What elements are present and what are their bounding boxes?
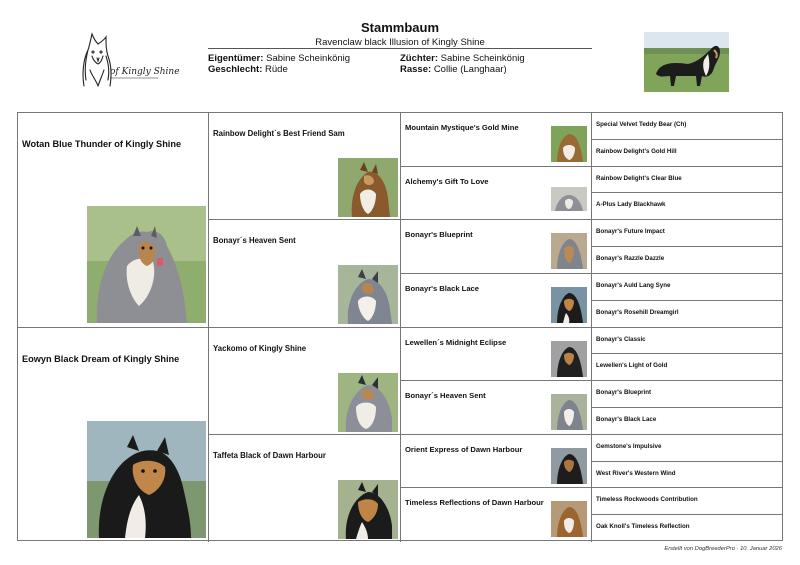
pedigree-ancestor-gen2 — [209, 113, 401, 220]
header-divider — [208, 48, 592, 49]
dog-photo — [551, 448, 587, 484]
dog-photo — [551, 287, 587, 323]
dog-photo — [87, 421, 206, 538]
ancestor-name: Bonayr's Black Lace — [405, 283, 479, 293]
ancestor-name: Bonayr's Classic — [596, 335, 646, 343]
pedigree-sire — [18, 113, 209, 328]
ancestor-name: Rainbow Delight`s Best Friend Sam — [213, 129, 345, 138]
ancestor-name: Rainbow Delight's Clear Blue — [596, 174, 682, 182]
pedigree-ancestor-gen2 — [209, 435, 401, 542]
ancestor-name: Lewellen´s Midnight Eclipse — [405, 337, 507, 347]
dog-photo — [551, 187, 587, 211]
sex-row — [208, 64, 288, 76]
pedigree-ancestor-gen4 — [592, 140, 782, 167]
ancestor-name: Bonayr's Blueprint — [596, 389, 652, 397]
pedigree-table — [17, 112, 783, 541]
dog-photo — [551, 341, 587, 377]
dog-photo — [87, 206, 206, 323]
dog-photo — [551, 126, 587, 162]
ancestor-name: Orient Express of Dawn Harbour — [405, 444, 523, 454]
breed-value: Collie (Langhaar) — [433, 64, 507, 75]
ancestor-name: Bonayr´s Heaven Sent — [213, 236, 296, 246]
ancestor-name: Yackomo of Kingly Shine — [213, 343, 307, 353]
pedigree-ancestor-gen4 — [592, 193, 782, 220]
pedigree-ancestor-gen4 — [592, 354, 782, 381]
pedigree-ancestor-gen4 — [592, 113, 782, 140]
ancestor-name: Special Velvet Teddy Bear (Ch) — [596, 121, 687, 128]
kennel-logo — [70, 30, 180, 92]
ancestor-name: Bonayr's Future Impact — [596, 228, 665, 236]
ancestor-name: Gemstone's Impulsive — [596, 442, 662, 450]
dog-photo — [338, 265, 398, 324]
pedigree-ancestor-gen3 — [401, 488, 592, 542]
sex-label: Geschlecht: — [208, 64, 263, 75]
dog-photo — [338, 480, 398, 539]
ancestor-name: Bonayr's Rosehill Dreamgirl — [596, 308, 679, 316]
pedigree-ancestor-gen4 — [592, 301, 782, 328]
breed-label: Rasse: — [400, 64, 432, 75]
ancestor-name: Bonayr's Black Lace — [596, 415, 657, 423]
ancestor-name: Timeless Reflections of Dawn Harbour — [405, 498, 544, 508]
ancestor-name: Bonayr´s Heaven Sent — [405, 391, 486, 401]
dog-photo-main — [644, 32, 729, 92]
dog-name-subtitle: Ravenclaw black Illusion of Kingly Shine — [315, 37, 485, 48]
ancestor-name: Bonayr's Blueprint — [405, 230, 473, 240]
dog-photo — [551, 394, 587, 430]
ancestor-name: Mountain Mystique's Gold Mine — [405, 123, 519, 132]
pedigree-ancestor-gen4 — [592, 220, 782, 247]
ancestor-name: Rainbow Delight's Gold Hill — [596, 147, 677, 155]
ancestor-name: Bonayr's Auld Lang Syne — [596, 281, 671, 289]
pedigree-ancestor-gen4 — [592, 167, 782, 194]
page-title: Stammbaum — [360, 20, 440, 35]
pedigree-ancestor-gen4 — [592, 408, 782, 435]
ancestor-name: Lewellen's Light of Gold — [596, 362, 668, 370]
pedigree-ancestor-gen3 — [401, 328, 592, 382]
dog-photo — [551, 501, 587, 537]
pedigree-ancestor-gen4 — [592, 274, 782, 301]
pedigree-ancestor-gen3 — [401, 435, 592, 489]
pedigree-ancestor-gen3 — [401, 274, 592, 328]
pedigree-ancestor-gen3 — [401, 220, 592, 274]
ancestor-name: Eowyn Black Dream of Kingly Shine — [22, 353, 180, 364]
breeder-label: Züchter: — [400, 53, 438, 64]
pedigree-dam — [18, 328, 209, 543]
pedigree-ancestor-gen2 — [209, 328, 401, 435]
ancestor-name: Timeless Rockwoods Contribution — [596, 496, 698, 504]
dog-photo — [551, 233, 587, 269]
pedigree-ancestor-gen3 — [401, 113, 592, 167]
pedigree-ancestor-gen2 — [209, 220, 401, 327]
pedigree-ancestor-gen4 — [592, 488, 782, 515]
breed-row — [400, 64, 507, 76]
footer-credit: Erstellt von DogBreederPro · 10. Januar 2026 — [664, 546, 782, 552]
breeder-value: Sabine Scheinkönig — [440, 53, 525, 64]
ancestor-name: Taffeta Black of Dawn Harbour — [213, 450, 326, 460]
pedigree-ancestor-gen4 — [592, 247, 782, 274]
sex-value: Rüde — [265, 64, 288, 75]
pedigree-ancestor-gen4 — [592, 328, 782, 355]
ancestor-name: Oak Knoll's Timeless Reflection — [596, 523, 690, 531]
ancestor-name: A-Plus Lady Blackhawk — [596, 201, 666, 209]
ancestor-name: Bonayr's Razzle Dazzle — [596, 255, 665, 263]
dog-photo — [338, 158, 398, 217]
ancestor-name: West River's Western Wind — [596, 469, 676, 477]
pedigree-ancestor-gen4 — [592, 462, 782, 489]
pedigree-ancestor-gen3 — [401, 167, 592, 221]
ancestor-name: Wotan Blue Thunder of Kingly Shine — [22, 139, 182, 149]
owner-value: Sabine Scheinkönig — [266, 53, 351, 64]
owner-label: Eigentümer: — [208, 53, 264, 64]
pedigree-ancestor-gen4 — [592, 435, 782, 462]
pedigree-ancestor-gen3 — [401, 381, 592, 435]
ancestor-name: Alchemy's Gift To Love — [405, 176, 489, 186]
dog-photo — [338, 373, 398, 432]
pedigree-ancestor-gen4 — [592, 381, 782, 408]
pedigree-ancestor-gen4 — [592, 515, 782, 542]
logo-text: of Kingly Shine — [110, 67, 180, 77]
